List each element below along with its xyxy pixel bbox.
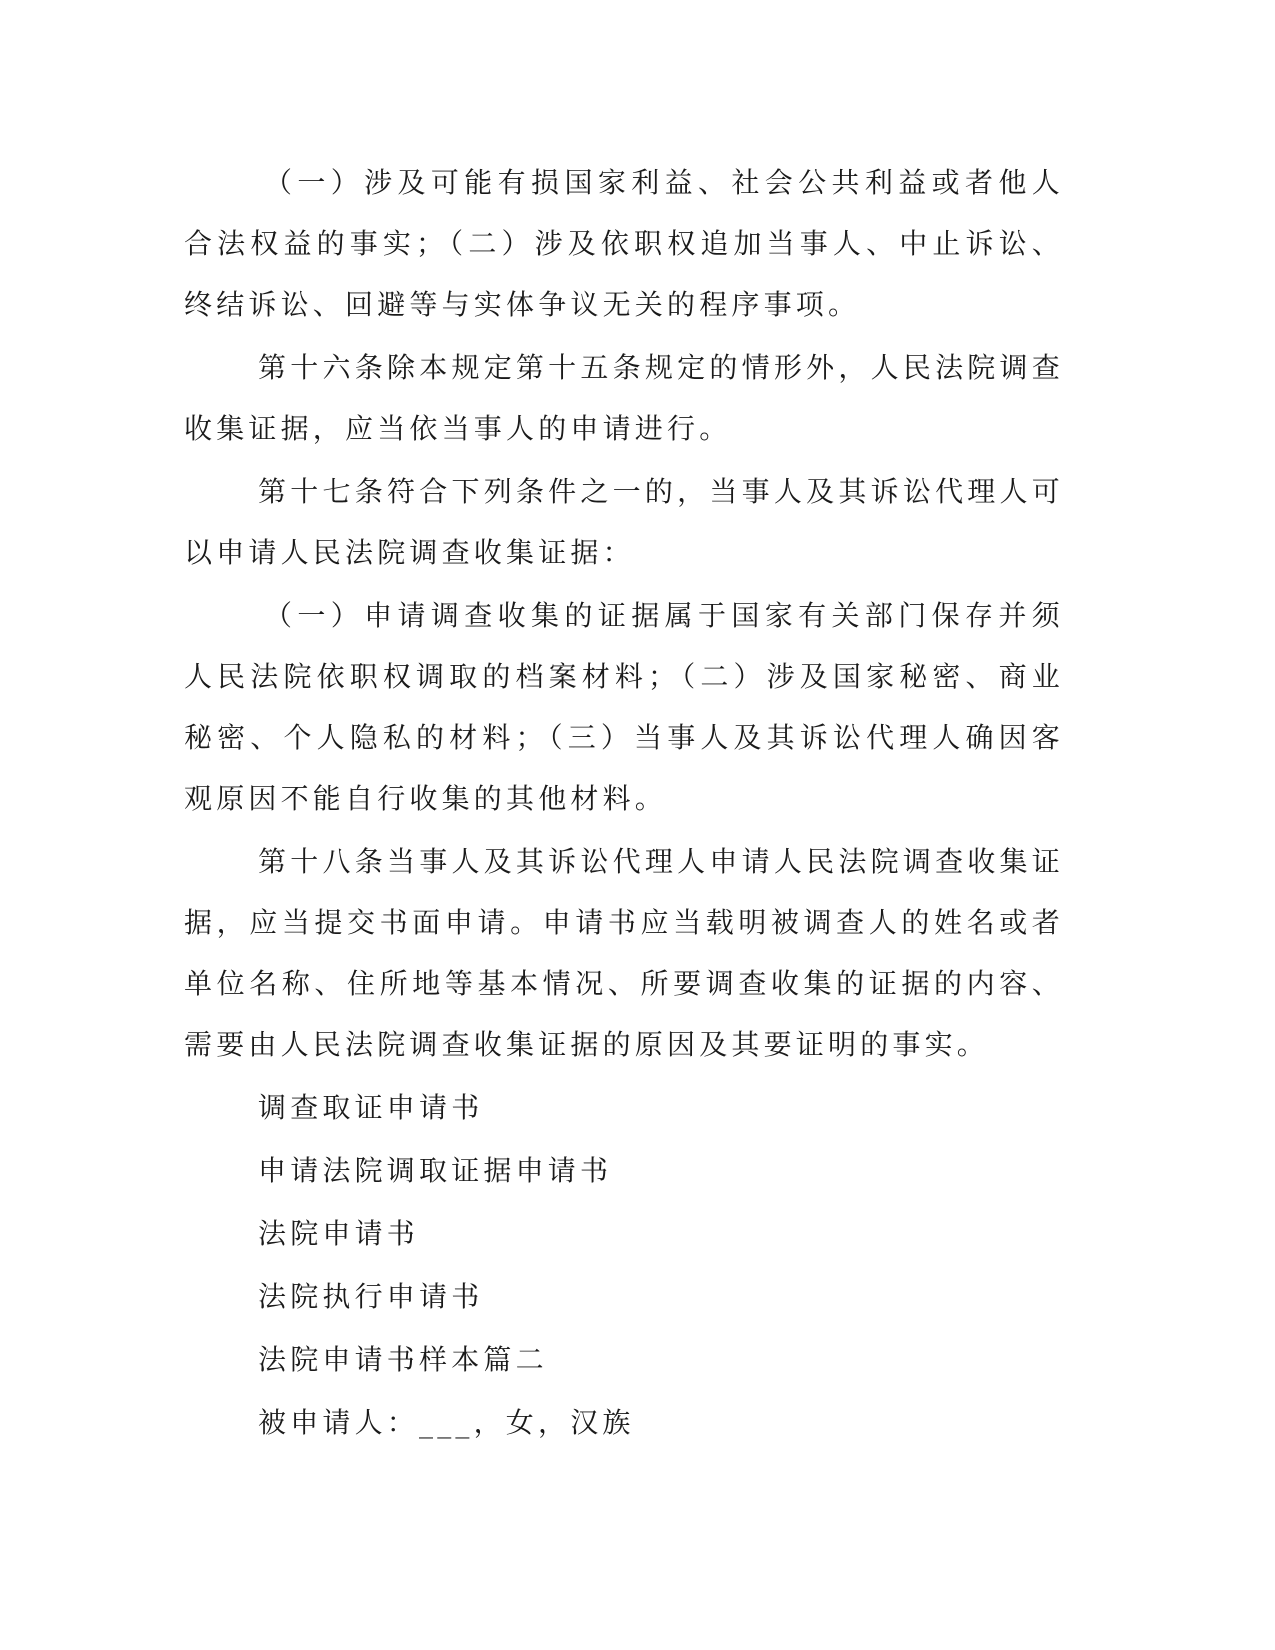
paragraph-article-16: 第十六条除本规定第十五条规定的情形外，人民法院调查收集证据，应当依当事人的申请进行。 — [184, 351, 1064, 445]
document-page — [184, 152, 1064, 1455]
heading-court-evidence-application: 申请法院调取证据申请书 — [258, 1154, 613, 1187]
respondent-line: 被申请人：___，女，汉族 — [258, 1406, 635, 1439]
heading-evidence-application: 调查取证申请书 — [258, 1091, 484, 1124]
paragraph-article-17: 第十七条符合下列条件之一的，当事人及其诉讼代理人可以申请人民法院调查收集证据： — [184, 475, 1064, 569]
heading-court-application: 法院申请书 — [258, 1217, 420, 1250]
heading-court-execution-application: 法院执行申请书 — [258, 1280, 484, 1313]
paragraph-article-18: 第十八条当事人及其诉讼代理人申请人民法院调查收集证据，应当提交书面申请。申请书应当载明被调查人的姓名或者单位名称、住所地等基本情况、所要调查收集的证据的内容、需要由人民法院调查收集证据的原因及其要证明的事实。 — [184, 845, 1064, 1061]
heading-sample-part-two: 法院申请书样本篇二 — [258, 1343, 548, 1376]
paragraph-article-17-items: （一）申请调查收集的证据属于国家有关部门保存并须人民法院依职权调取的档案材料；（二）涉及国家秘密、商业秘密、个人隐私的材料；（三）当事人及其诉讼代理人确因客观原因不能自行收集的其他材料。 — [184, 599, 1064, 815]
paragraph-article-15-items: （一）涉及可能有损国家利益、社会公共利益或者他人合法权益的事实；（二）涉及依职权追加当事人、中止诉讼、终结诉讼、回避等与实体争议无关的程序事项。 — [184, 166, 1064, 321]
